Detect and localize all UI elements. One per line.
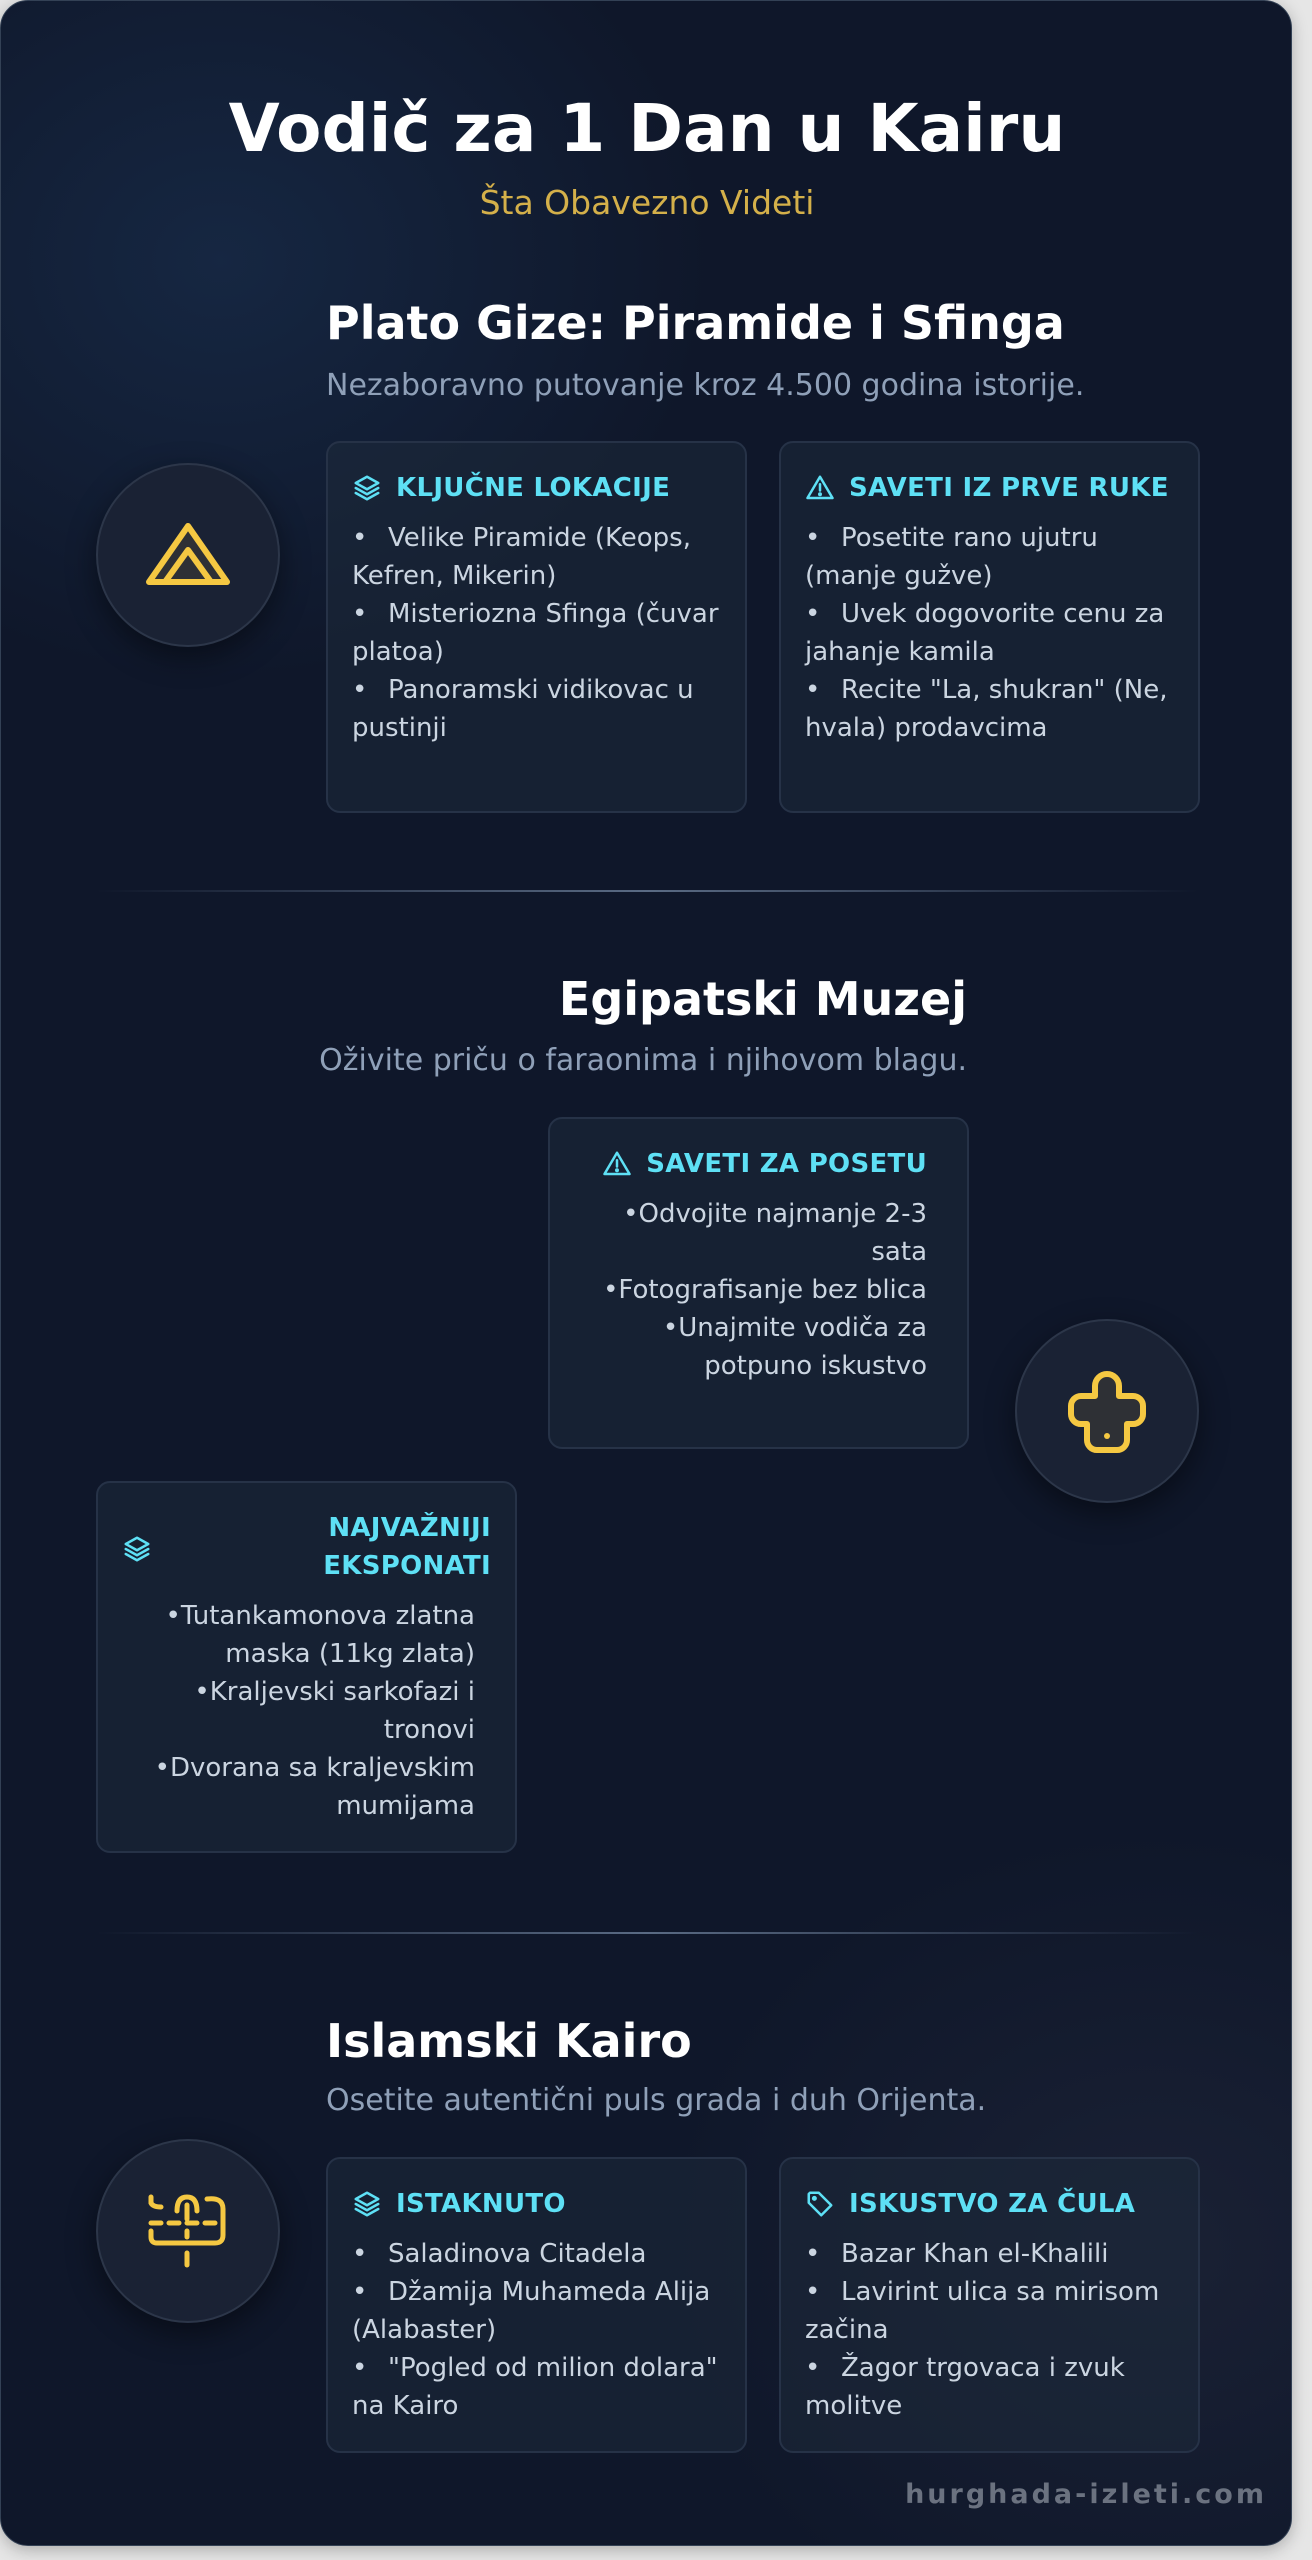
bullet-list xyxy=(805,2235,1172,2425)
warning-icon xyxy=(602,1149,632,1179)
layers-icon xyxy=(352,2189,382,2219)
section-divider xyxy=(96,1932,1198,1934)
section-divider xyxy=(96,890,1198,892)
card-heading: SAVETI IZ PRVE RUKE xyxy=(849,473,1169,503)
card-heading: NAJVAŽNIJI EKSPONATI xyxy=(323,1513,491,1581)
watermark: hurghada-izleti.com xyxy=(905,2479,1267,2510)
section-title: Egipatski Muzej xyxy=(558,972,967,1026)
list-item: • Saladinova Citadela xyxy=(352,2239,647,2269)
section-icon-badge xyxy=(96,2139,280,2323)
card-visit-tips xyxy=(548,1117,969,1449)
section-icon-badge xyxy=(96,463,280,647)
list-item: • Velike Piramide (Keops, Kefren, Mikerin) xyxy=(352,523,691,591)
tag-icon xyxy=(805,2189,835,2219)
bullet-list xyxy=(352,2235,719,2425)
list-item: •Kraljevski sarkofazi i tronovi xyxy=(194,1677,475,1745)
section-subtitle: Oživite priču o faraonima i njihovom blagu. xyxy=(319,1043,967,1078)
list-item: • Žagor trgovaca i zvuk molitve xyxy=(805,2353,1125,2421)
section-title: Islamski Kairo xyxy=(326,2014,692,2068)
page-subtitle: Šta Obavezno Videti xyxy=(479,183,815,222)
bullet-list xyxy=(352,519,719,747)
list-item: •Fotografisanje bez blica xyxy=(603,1275,927,1305)
layers-icon xyxy=(352,473,382,503)
list-item: •Unajmite vodiča za potpuno iskustvo xyxy=(662,1313,927,1381)
card-top-exhibits xyxy=(96,1481,517,1853)
bullet-list xyxy=(574,1195,927,1385)
list-item: •Dvorana sa kraljevskim mumijama xyxy=(154,1753,475,1821)
pyramid-icon xyxy=(145,522,231,588)
card-key-locations xyxy=(326,441,747,813)
list-item: • Džamija Muhameda Alija (Alabaster) xyxy=(352,2277,711,2345)
list-item: • Recite "La, shukran" (Ne, hvala) prodavcima xyxy=(805,675,1168,743)
list-item: • Lavirint ulica sa mirisom začina xyxy=(805,2277,1160,2345)
list-item: • Panoramski vidikovac u pustinji xyxy=(352,675,694,743)
list-item: •Odvojite najmanje 2-3 sata xyxy=(623,1199,927,1267)
section-subtitle: Osetite autentični puls grada i duh Orijenta. xyxy=(326,2083,987,2118)
bullet-list xyxy=(805,519,1172,747)
card-highlights xyxy=(326,2157,747,2453)
museum-icon xyxy=(1065,1366,1149,1456)
warning-icon xyxy=(805,473,835,503)
section-title: Plato Gize: Piramide i Sfinga xyxy=(326,296,1065,350)
bullet-list xyxy=(122,1597,491,1825)
arabic-calligraphy-icon xyxy=(145,2191,231,2271)
list-item: • Bazar Khan el-Khalili xyxy=(805,2239,1109,2269)
list-item: • Misteriozna Sfinga (čuvar platoa) xyxy=(352,599,719,667)
card-first-hand-tips xyxy=(779,441,1200,813)
card-heading: KLJUČNE LOKACIJE xyxy=(396,473,671,503)
list-item: • "Pogled od milion dolara" na Kairo xyxy=(352,2353,718,2421)
section-subtitle: Nezaboravno putovanje kroz 4.500 godina istorije. xyxy=(326,368,1085,403)
page-title: Vodič za 1 Dan u Kairu xyxy=(228,90,1066,167)
card-heading: SAVETI ZA POSETU xyxy=(646,1149,927,1179)
card-heading: ISKUSTVO ZA ČULA xyxy=(849,2189,1136,2219)
layers-icon xyxy=(122,1534,152,1564)
list-item: • Posetite rano ujutru (manje gužve) xyxy=(805,523,1098,591)
list-item: •Tutankamonova zlatna maska (11kg zlata) xyxy=(165,1601,475,1669)
card-sensory-experience xyxy=(779,2157,1200,2453)
list-item: • Uvek dogovorite cenu za jahanje kamila xyxy=(805,599,1165,667)
section-icon-badge xyxy=(1015,1319,1199,1503)
card-heading: ISTAKNUTO xyxy=(396,2189,566,2219)
